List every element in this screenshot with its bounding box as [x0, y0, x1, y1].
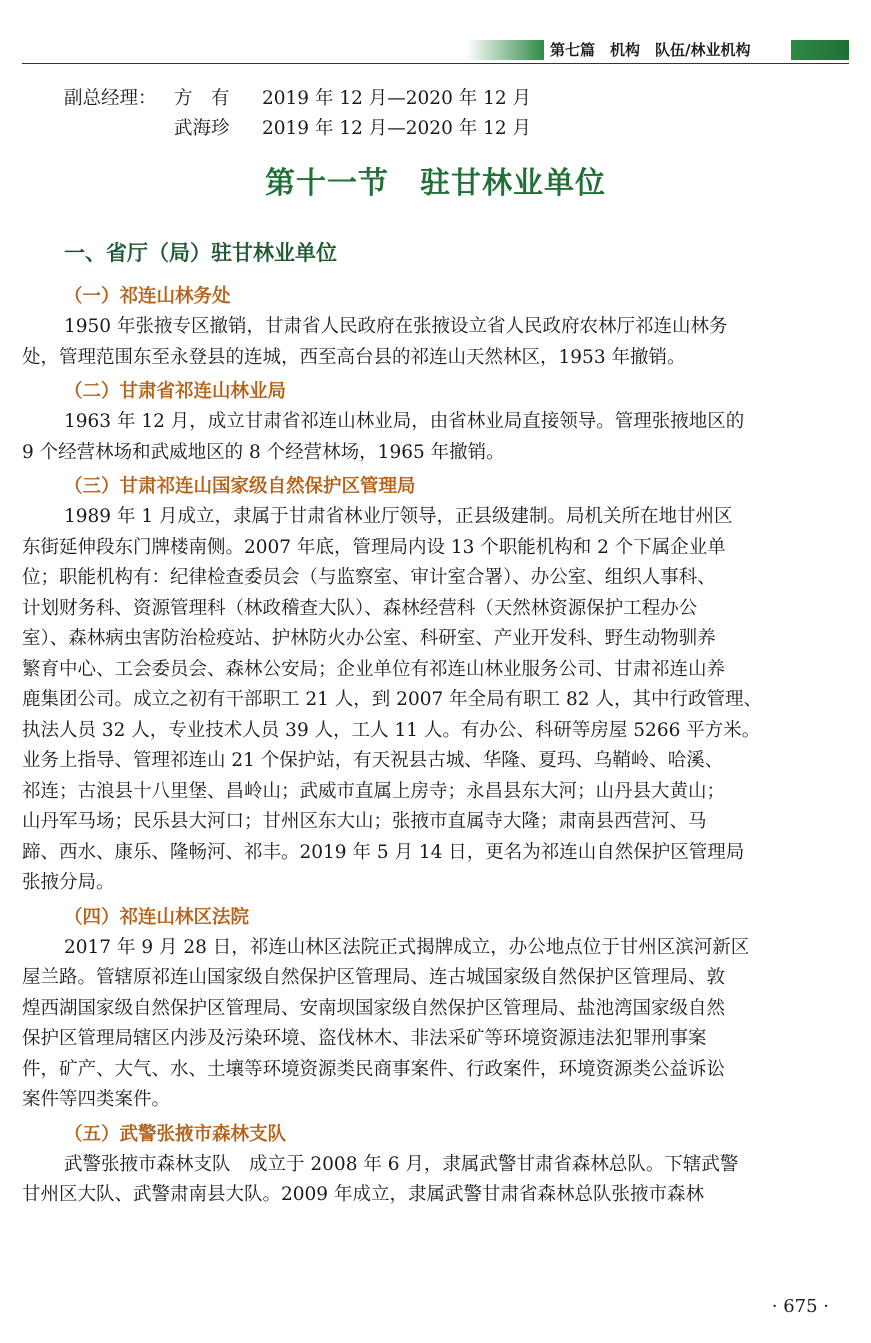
paragraph-line: 鹿集团公司。成立之初有干部职工 21 人，到 2007 年全局有职工 82 人，其中行政管理、	[22, 689, 762, 710]
paragraph-line: 繁育中心、工会委员会、森林公安局；企业单位有祁连山林业服务公司、甘肃祁连山养	[22, 658, 726, 680]
paragraph-line: 煌西湖国家级自然保护区管理局、安南坝国家级自然保护区管理局、盐池湾国家级自然	[22, 997, 726, 1019]
paragraph-line: 案件等四类案件。	[22, 1089, 171, 1110]
running-header	[22, 40, 849, 62]
header-title: 第七篇 机构 队伍/林业机构	[550, 41, 751, 59]
subsection-title: （三）甘肃祁连山国家级自然保护区管理局	[64, 476, 416, 497]
paragraph-line: 2017 年 9 月 28 日，祁连山林区法院正式揭牌成立，办公地点位于甘州区滨河新区	[64, 936, 750, 958]
paragraph-line: 处，管理范围东至永登县的连城，西至高台县的祁连山天然林区，1953 年撤销。	[22, 346, 686, 368]
manager-term: 2019 年 12 月—2020 年 12 月	[262, 88, 532, 109]
paragraph-line: 9 个经营林场和武威地区的 8 个经营林场，1965 年撤销。	[22, 441, 505, 463]
paragraph-line: 1950 年张掖专区撤销，甘肃省人民政府在张掖设立省人民政府农林厅祁连山林务	[64, 316, 728, 337]
manager-role: 副总经理：	[64, 88, 157, 109]
paragraph-line: 张掖分局。	[22, 872, 115, 893]
subsection-paragraph	[22, 502, 849, 899]
subsection-paragraph	[22, 312, 849, 373]
header-rule	[22, 63, 849, 64]
paragraph-line: 件，矿产、大气、水、土壤等环境资源类民商事案件、行政案件，环境资源类公益诉讼	[22, 1058, 726, 1080]
paragraph-line: 执法人员 32 人，专业技术人员 39 人，工人 11 人。有办公、科研等房屋 5266 平方米。	[22, 719, 761, 741]
header-decor-bar-left	[466, 40, 544, 60]
manager-entry	[22, 84, 849, 114]
subsection-title: （一）祁连山林务处	[64, 286, 231, 307]
paragraph-line: 祁连；古浪县十八里堡、昌岭山；武威市直属上房寺；永昌县东大河；山丹县大黄山；	[22, 780, 726, 802]
paragraph-line: 业务上指导、管理祁连山 21 个保护站，有天祝县古城、华隆、夏玛、乌鞘岭、哈溪、	[22, 750, 724, 771]
paragraph-line: 计划财务科、资源管理科（林政稽查大队）、森林经营科（天然林资源保护工程办公	[22, 597, 698, 619]
paragraph-line: 1963 年 12 月，成立甘肃省祁连山林业局，由省林业局直接领导。管理张掖地区的	[64, 411, 745, 432]
paragraph-line: 蹄、西水、康乐、隆畅河、祁丰。2019 年 5 月 14 日，更名为祁连山自然保护区管理局	[22, 841, 745, 863]
paragraph-line: 1989 年 1 月成立，隶属于甘肃省林业厅领导，正县级建制。局机关所在地甘州区	[64, 506, 733, 527]
subsection-title: （四）祁连山林区法院	[64, 906, 250, 928]
paragraph-line: 室）、森林病虫害防治检疫站、护林防火办公室、科研室、产业开发科、野生动物驯养	[22, 628, 716, 649]
paragraph-line: 位；职能机构有：纪律检查委员会（与监察室、审计室合署）、办公室、组织人事科、	[22, 567, 716, 588]
subsection-paragraph	[22, 1150, 849, 1211]
manager-term: 2019 年 12 月—2020 年 12 月	[262, 118, 532, 139]
paragraph-line: 保护区管理局辖区内涉及污染环境、盗伐林木、非法采矿等环境资源违法犯罪刑事案	[22, 1028, 707, 1049]
manager-name: 方 有	[174, 88, 230, 109]
subsection-title: （五）武警张掖市森林支队	[64, 1123, 287, 1145]
part-title: 一、省厅（局）驻甘林业单位	[64, 241, 337, 265]
subsection-title: （二）甘肃省祁连山林业局	[64, 381, 287, 402]
manager-entry	[22, 114, 849, 144]
paragraph-line: 屋兰路。管辖原祁连山国家级自然保护区管理局、连古城国家级自然保护区管理局、敦	[22, 967, 726, 988]
subsection-paragraph	[22, 407, 849, 468]
paragraph-line: 武警张掖市森林支队 成立于 2008 年 6 月，隶属武警甘肃省森林总队。下辖武警	[64, 1153, 739, 1175]
header-decor-bar-right	[791, 40, 849, 60]
paragraph-line: 山丹军马场；民乐县大河口；甘州区东大山；张掖市直属寺大隆；肃南县西营河、马	[22, 811, 707, 832]
subsection-list	[22, 278, 849, 1211]
subsection-paragraph	[22, 933, 849, 1116]
paragraph-line: 甘州区大队、武警肃南县大队。2009 年成立，隶属武警甘肃省森林总队张掖市森林	[22, 1184, 704, 1205]
paragraph-line: 东街延伸段东门牌楼南侧。2007 年底，管理局内设 13 个职能机构和 2 个下属企业单	[22, 536, 726, 558]
page-body	[22, 84, 849, 1211]
page-number: · 675 ·	[771, 1296, 829, 1317]
manager-name: 武海珍	[174, 118, 230, 139]
section-title: 第十一节 驻甘林业单位	[265, 166, 606, 201]
